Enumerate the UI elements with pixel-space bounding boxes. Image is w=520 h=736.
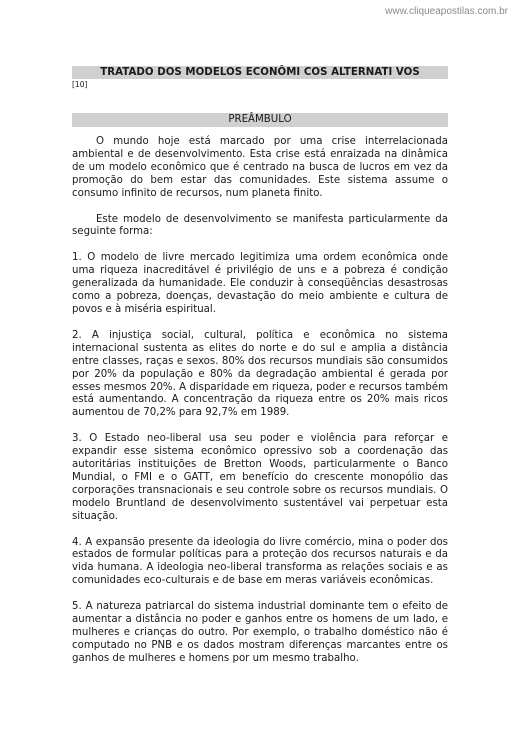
paragraph: O mundo hoje está marcado por uma crise interrelacionada ambiental e de desenvolvimento. Esta crise está enraizada na dinâmica de um modelo econômico que é centrado na busca de lucros em vez da promoção do bem estar das comunidades. Este sistema assume o consumo infinito de recursos, num planeta finito. [72, 136, 448, 199]
reference-note: [10] [72, 80, 88, 89]
paragraph: 2. A injustiça social, cultural, política e econômica no sistema internacional sustenta as elites do norte e do sul e amplia a distância entre classes, raças e sexos. 80% dos recursos mundiais são consumidos por 20% da população e 80% da degradação ambiental é gerada por esses mesmos 20%. A disparidade em riqueza, poder e recursos também está aumentando. A concentração da riqueza entre os 20% mais ricos aumentou de 70,2% para 92,7% em 1989. [72, 329, 448, 419]
paragraph: 1. O modelo de livre mercado legitimiza uma ordem econômica onde uma riqueza inacreditável é privilégio de uns e a pobreza é condição generalizada da humanidade. Ele conduzir à conseqüências desastrosas como a pobreza, doenças, devastação do meio ambiente e cultura de povos e à miséria espiritual. [72, 252, 448, 315]
paragraph: 4. A expansão presente da ideologia do livre comércio, mina o poder dos estados de formular políticas para a proteção dos recursos naturais e da vida humana. A ideologia neo-liberal transforma as relações sociais e as comunidades eco-culturais e de base em meras variáveis econômicas. [72, 536, 448, 587]
paragraph: 5. A natureza patriarcal do sistema industrial dominante tem o efeito de aumentar a distância no poder e ganhos entre os homens de um lado, e mulheres e crianças do outro. Por exemplo, o trabalho doméstico não é computado no PNB e os dados mostram diferenças marcantes entre os ganhos de mulheres e homens por um mesmo trabalho. [72, 601, 448, 664]
section-heading: PREÂMBULO [72, 113, 448, 127]
paragraph: 3. O Estado neo-liberal usa seu poder e violência para reforçar e expandir esse sistema econômico opressivo sob a coordenação das autoritárias instituições de Bretton Woods, particularmente o Banco Mundial, o FMI e o GATT, em benefício do crescente monopólio das corporações transnacionais e seu controle sobre os recursos mundiais. O modelo Bruntland de desenvolvimento sustentável vai perpetuar esta situação. [72, 433, 448, 522]
document-page [72, 66, 448, 666]
paragraph: Este modelo de desenvolvimento se manifesta particularmente da seguinte forma: [72, 213, 448, 238]
site-url: www.cliqueapostilas.com.br [385, 6, 508, 17]
document-title: TRATADO DOS MODELOS ECONÔMI COS ALTERNATI VOS [72, 66, 448, 79]
